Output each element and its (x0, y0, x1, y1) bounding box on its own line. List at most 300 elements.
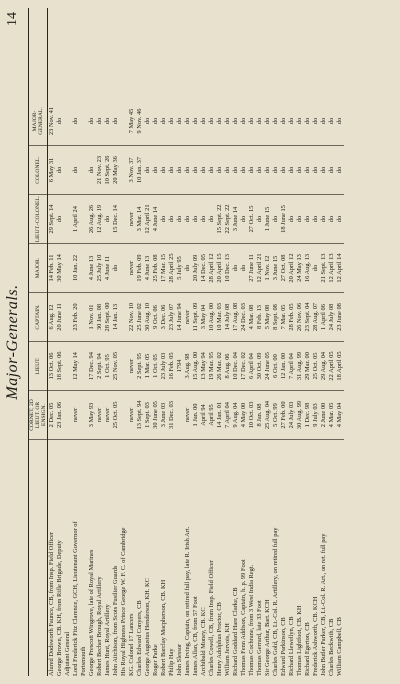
date-cell: do (320, 146, 328, 195)
date-cell: do (144, 146, 152, 195)
date-cell: 16 Feb. 05 (168, 342, 176, 391)
table-row (240, 8, 248, 676)
date-cell: 24 May 13 (296, 244, 304, 293)
date-cell: 25 Feb. 08 (152, 244, 160, 293)
table-row (112, 8, 120, 676)
table-row (144, 8, 152, 676)
date-cell: 4 June 14 (152, 195, 160, 244)
date-cell: 26 Mar. 02 (216, 342, 224, 391)
officer-name: Alured Dodsworth Faunce, CB, from Insp. Field Officer (48, 531, 55, 676)
date-cell: do (240, 244, 248, 293)
date-cell: 23 July 07 (168, 293, 176, 342)
date-cell: never (72, 391, 80, 440)
date-cell: 3 Nov. 37 (128, 146, 136, 195)
date-cell: 24 July 08 (328, 293, 336, 342)
date-cell: 3 Dec. 06 (160, 293, 168, 342)
date-cell: 8 Aug. 06 (224, 342, 232, 391)
date-cell: 17 Dec. 94 (88, 342, 96, 391)
date-cell: 10 Dec. 04 (232, 342, 240, 391)
date-cell: do (312, 244, 320, 293)
date-cell (120, 244, 128, 293)
table-row (280, 8, 288, 676)
date-cell: 28 Sept. 00 (104, 293, 112, 342)
date-cell: do (304, 146, 312, 195)
table-row (288, 8, 296, 676)
date-cell: 1 April 06 (320, 293, 328, 342)
date-cell (80, 342, 88, 391)
date-cell: do (208, 97, 216, 146)
table-row (160, 8, 168, 676)
date-cell: 9 Aug. 04 (232, 391, 240, 440)
table-row (232, 8, 240, 676)
date-cell: 25 Oct. 05 (312, 342, 320, 391)
date-cell: do (320, 97, 328, 146)
date-cell: 2 Dec. 05 (48, 391, 56, 440)
date-cell: 31 Dec. 03 (168, 391, 176, 440)
date-cell: do (72, 97, 80, 146)
date-cell: 3 June 03 (160, 391, 168, 440)
date-cell: 19 Mar. 95 (208, 342, 216, 391)
date-cell: 10 Jan. 22 (72, 244, 80, 293)
date-cell: 25 June 02 (136, 293, 144, 342)
date-cell: do (328, 97, 336, 146)
date-cell: 1 Oct. 95 (104, 342, 112, 391)
date-cell: do (336, 97, 344, 146)
officer-name: Roger Parke (152, 644, 159, 676)
table-row (304, 8, 312, 676)
date-cell: do (104, 195, 112, 244)
date-cell: 25 Nov. 05 (112, 342, 120, 391)
date-cell: do (176, 146, 184, 195)
date-cell: do (304, 97, 312, 146)
date-cell: do (88, 97, 96, 146)
officer-name: John Aitchison, from Scots Fusilier Guards (112, 565, 119, 676)
date-cell: 2 Sept. 95 (136, 342, 144, 391)
date-cell (120, 195, 128, 244)
header-colonel: COLONEL. (29, 146, 47, 195)
date-cell: 14 Feb. 11 (48, 244, 56, 293)
table-row (136, 8, 144, 676)
header-cornet: CORNET, 2D LIEUT. OR ENSIGN. (29, 391, 47, 440)
date-cell: do (240, 146, 248, 195)
date-cell: 9 Oct. 06 (152, 293, 160, 342)
date-cell: do (224, 97, 232, 146)
date-cell: 3 Mar. 14 (136, 195, 144, 244)
date-cell: 1 Nov. 01 (88, 293, 96, 342)
date-cell: 12 April 21 (256, 244, 264, 293)
date-cell: do (96, 97, 104, 146)
date-cell: never (128, 391, 136, 440)
date-cell: do (336, 146, 344, 195)
header-major: MAJOR. (29, 244, 47, 293)
officer-name: James Allan, CB, from 57 Foot (192, 596, 199, 676)
date-cell: 4 Mar. 08 (248, 293, 256, 342)
date-cell (80, 146, 88, 195)
date-cell: do (176, 195, 184, 244)
date-cell: do (168, 195, 176, 244)
date-cell (64, 293, 72, 342)
date-cell: 25 Oct. 05 (112, 391, 120, 440)
date-cell: 21 Nov. 23 (96, 146, 104, 195)
date-cell: 10 Jan. 37 (136, 146, 144, 195)
date-cell: 14 July 08 (224, 293, 232, 342)
date-cell: never (128, 342, 136, 391)
officer-name: Charles Edward Conyers, CB (136, 600, 143, 676)
date-cell: do (312, 97, 320, 146)
date-cell: 1794 (176, 342, 184, 391)
date-cell: 30 May 14 (56, 244, 64, 293)
date-cell: do (224, 146, 232, 195)
date-cell: do (184, 195, 192, 244)
date-cell: do (320, 195, 328, 244)
date-cell: 1 Nov. 12 (264, 244, 272, 293)
date-cell: 4 May 04 (336, 391, 344, 440)
date-cell (80, 244, 88, 293)
table-row (176, 8, 184, 676)
date-cell (176, 391, 184, 440)
date-cell: 30 Aug. 10 (144, 293, 152, 342)
date-cell: do (240, 97, 248, 146)
officer-name: Robert Becher Brough, Royal Artillery (96, 576, 103, 676)
date-cell: 3 June 15 (272, 244, 280, 293)
date-cell: 26 Nov. 06 (296, 293, 304, 342)
officer-name: Richard Goddard Hare Clarke, CB (232, 587, 239, 676)
date-cell: never (184, 391, 192, 440)
date-cell: do (288, 195, 296, 244)
header-name (29, 440, 47, 676)
date-cell: do (256, 97, 264, 146)
date-cell: 20 June 11 (56, 293, 64, 342)
officer-name: William Jervois, KH (224, 623, 231, 676)
date-cell: 1 Dec. 98 (304, 391, 312, 440)
table-header (29, 8, 48, 676)
date-cell: 4 June 11 (104, 244, 112, 293)
officer-name: Lord Frederick Fitz Clarence, GCH, Lieutenant Governor of (72, 521, 79, 676)
date-cell (64, 244, 72, 293)
date-cell: 7 Mar. 05 (280, 293, 288, 342)
date-cell: 4 June 13 (144, 244, 152, 293)
table-row (56, 8, 64, 676)
date-cell: do (256, 195, 264, 244)
date-cell: 19 Feb. 09 (136, 244, 144, 293)
date-cell: do (240, 195, 248, 244)
officer-name: John Butler Parker, CB, Lt.-Col. R. Art., on ret. full pay (320, 533, 327, 676)
date-cell: 18 Sept. 06 (56, 342, 64, 391)
date-cell: 1 June 15 (264, 195, 272, 244)
table-row (168, 8, 176, 676)
date-cell: 27 Oct. 15 (248, 195, 256, 244)
date-cell: do (232, 146, 240, 195)
date-cell: do (104, 97, 112, 146)
date-cell: do (192, 97, 200, 146)
table-row (72, 8, 80, 676)
date-cell: do (88, 146, 96, 195)
officer-name: Thomas Gerrard, late 33 Foot (256, 600, 263, 676)
table-row (328, 8, 336, 676)
date-cell: 23 Nov. 41 (48, 97, 56, 146)
date-cell (120, 391, 128, 440)
date-cell: 30 Aug. 99 (296, 391, 304, 440)
date-cell: do (296, 97, 304, 146)
officer-name: Robert Barclay Macpherson, CB. KH (160, 579, 167, 676)
date-cell: 3 May 93 (88, 391, 96, 440)
date-cell: do (280, 146, 288, 195)
officer-name: Charles Cowell, CB, from Insp. Field Officer (208, 560, 215, 676)
date-cell: do (280, 97, 288, 146)
date-cell: 23 Jan. 06 (56, 391, 64, 440)
date-cell (80, 195, 88, 244)
date-cell: 24 June 05 (264, 342, 272, 391)
date-cell: 12 Jan. 00 (280, 342, 288, 391)
date-cell: 14 Jan. 13 (112, 293, 120, 342)
table-row (320, 8, 328, 676)
date-cell: 28 Feb. 05 (288, 293, 296, 342)
date-cell: do (112, 97, 120, 146)
date-cell: do (272, 146, 280, 195)
header-lieut: LIEUT. (29, 342, 47, 391)
table-row (336, 8, 344, 676)
date-cell (64, 195, 72, 244)
date-cell: do (208, 195, 216, 244)
date-cell: 5 May 08 (264, 293, 272, 342)
date-cell: 13 May 94 (200, 342, 208, 391)
date-cell: 10 Sept. 26 (104, 146, 112, 195)
date-cell: 12 Aug. 19 (96, 195, 104, 244)
date-cell: 20 April 12 (288, 244, 296, 293)
date-cell: do (232, 97, 240, 146)
officer-table (28, 8, 344, 676)
date-cell: 1 April 24 (72, 195, 80, 244)
date-cell (80, 391, 88, 440)
date-cell: 15 Aug. 00 (192, 342, 200, 391)
date-cell: do (160, 146, 168, 195)
table-row (200, 8, 208, 676)
date-cell: do (296, 195, 304, 244)
date-cell (80, 293, 88, 342)
date-cell: 1 Sept. 03 (144, 391, 152, 440)
date-cell: 28 April 25 (168, 244, 176, 293)
table-row (184, 8, 192, 676)
officer-name: Richard Llewellyn, CB (288, 616, 295, 676)
date-cell: 27 Oct. 08 (280, 244, 288, 293)
table-row (216, 8, 224, 676)
date-cell: 25 July 10 (96, 244, 104, 293)
date-cell: do (272, 97, 280, 146)
date-cell: 10 Aug. 00 (208, 293, 216, 342)
date-cell: 23 June 08 (336, 293, 344, 342)
date-cell: 4 May 00 (240, 391, 248, 440)
table-row (152, 8, 160, 676)
date-cell: 24 July 03 (288, 391, 296, 440)
date-cell: do (184, 244, 192, 293)
date-cell: do (256, 146, 264, 195)
date-cell: 3 May 04 (200, 293, 208, 342)
date-cell: 9 July 03 (312, 391, 320, 440)
date-cell: 29 Mar. 00 (304, 342, 312, 391)
date-cell: do (248, 97, 256, 146)
officer-name: James Hunt, Royal Artillery (104, 604, 111, 676)
header-major-general: MAJOR-GENERAL. (29, 97, 47, 146)
date-cell: 23 Sept. 04 (304, 293, 312, 342)
running-header (4, 8, 24, 676)
date-cell: never (128, 195, 136, 244)
officer-name: James Irving, Captain, on retired full pay, late R. Irish Art. (184, 526, 191, 676)
table-row (224, 8, 232, 676)
date-cell: 6 May 31 (48, 146, 56, 195)
date-cell: 1 Jan. 00 (192, 391, 200, 440)
officer-name: George Brown, CB. KH, from Rifle Brigade, Deputy (56, 540, 63, 676)
officer-name: Thomas Fenn Addison, Captain, h. p. 99 Foot (240, 559, 247, 676)
date-cell: 14 Jan. 01 (216, 391, 224, 440)
table-row (264, 8, 272, 676)
date-cell: do (264, 97, 272, 146)
table-row (272, 8, 280, 676)
table-row (88, 8, 96, 676)
date-cell: 4 Mar. 05 (328, 391, 336, 440)
date-cell: do (200, 146, 208, 195)
date-cell: 2 Sept. 94 (96, 342, 104, 391)
date-cell: 26 Aug. 26 (88, 195, 96, 244)
officer-name: George Prescott Wingrove, late of Royal Marines (88, 549, 95, 676)
date-cell: 1 Oct. 05 (152, 342, 160, 391)
date-cell: do (152, 146, 160, 195)
date-cell: 24 Dec. 03 (240, 293, 248, 342)
date-cell: do (328, 195, 336, 244)
date-cell: 5 July 95 (176, 244, 184, 293)
date-cell: 14 Dec. 05 (200, 244, 208, 293)
date-cell: 1 Mar. 05 (144, 342, 152, 391)
date-cell: do (56, 146, 64, 195)
date-cell: 18 June 15 (280, 195, 288, 244)
date-cell: 20 July 09 (192, 244, 200, 293)
date-cell (120, 146, 128, 195)
date-cell: 29 Aug. 04 (320, 342, 328, 391)
officer-name: KG. Colonel 17 Lancers (128, 613, 135, 676)
date-cell (64, 146, 72, 195)
table-row (80, 8, 88, 676)
date-cell: 18 April 05 (336, 342, 344, 391)
date-cell: 27 Feb. 00 (280, 391, 288, 440)
date-cell: do (112, 244, 120, 293)
table-row (48, 8, 56, 676)
date-cell: do (168, 97, 176, 146)
date-cell: do (56, 195, 64, 244)
date-cell: 28 April 12 (208, 244, 216, 293)
date-cell: 10 Dec. 13 (224, 244, 232, 293)
date-cell: do (160, 195, 168, 244)
date-cell: 3 Aug. 98 (184, 342, 192, 391)
date-cell: never (184, 293, 192, 342)
date-cell: 23 July 03 (160, 342, 168, 391)
date-cell: 11 Sept. 09 (192, 293, 200, 342)
date-cell: do (176, 97, 184, 146)
table-body (48, 8, 344, 676)
date-cell: do (232, 244, 240, 293)
date-cell: 30 Jan. 08 (96, 293, 104, 342)
table-row (208, 8, 216, 676)
date-cell: do (192, 146, 200, 195)
officer-name: Frederick Ashworth, CB. KCH (312, 596, 319, 676)
date-cell: 27 June 11 (248, 244, 256, 293)
date-cell (64, 391, 72, 440)
date-cell (80, 97, 88, 146)
officer-name: Archibald Money, CB. KC (200, 607, 207, 676)
officer-name: Thomas Lightfoot, CB. KH (296, 605, 303, 676)
date-cell: 28 Aug. 07 (312, 293, 320, 342)
date-cell: 23 Feb. 20 (72, 293, 80, 342)
date-cell: April 95 (208, 391, 216, 440)
date-cell: 8 Feb. 13 (256, 293, 264, 342)
table-row (192, 8, 200, 676)
date-cell: April 94 (200, 391, 208, 440)
officer-name: Henry Adolphus Proctor, CB (216, 602, 223, 676)
date-cell: 30 Oct. 09 (256, 342, 264, 391)
date-cell: never (96, 391, 104, 440)
date-cell: do (168, 146, 176, 195)
date-cell: do (200, 195, 208, 244)
table-row (64, 8, 72, 676)
table-row (256, 8, 264, 676)
date-cell: 20 April 15 (216, 244, 224, 293)
date-cell: 13 Oct. 06 (48, 342, 56, 391)
date-cell: 17 Mar. 15 (160, 244, 168, 293)
date-cell: 2 June 00 (320, 391, 328, 440)
table-row (104, 8, 112, 676)
date-cell: do (152, 97, 160, 146)
date-cell: do (208, 146, 216, 195)
date-cell: do (328, 146, 336, 195)
date-cell: 30 June 05 (152, 391, 160, 440)
date-cell: do (264, 146, 272, 195)
table-row (248, 8, 256, 676)
date-cell: 20 May 36 (112, 146, 120, 195)
date-cell: 25 Aug. 04 (264, 391, 272, 440)
date-cell: 17 Aug. 08 (232, 293, 240, 342)
date-cell: 10 Oct. 03 (248, 391, 256, 440)
date-cell: 17 Dec. 02 (240, 342, 248, 391)
officer-name: Thomas Cochrane, from 3 West India Regt. (248, 564, 255, 676)
date-cell: 22 Nov. 10 (128, 293, 136, 342)
date-cell: do (192, 195, 200, 244)
date-cell: 15 Sept. 22 (216, 195, 224, 244)
header-captain: CAPTAIN. (29, 293, 47, 342)
date-cell (120, 293, 128, 342)
date-cell: never (128, 244, 136, 293)
date-cell: 7 April 04 (224, 391, 232, 440)
date-cell: do (216, 97, 224, 146)
table-row (120, 8, 128, 676)
date-cell: do (72, 146, 80, 195)
date-cell: 4 June 13 (88, 244, 96, 293)
officer-name: Sir George Arthur, Bart. KCH (264, 599, 271, 676)
date-cell: do (216, 146, 224, 195)
date-cell: 6 Oct. 00 (272, 342, 280, 391)
date-cell: 22 Sept. 22 (224, 195, 232, 244)
officer-name: William Campbell, CB (336, 617, 343, 676)
date-cell: 31 Aug. 99 (296, 342, 304, 391)
table-row (128, 8, 136, 676)
date-cell: 12 May 14 (72, 342, 80, 391)
date-cell: do (272, 195, 280, 244)
date-cell: 10 Mar. 03 (216, 293, 224, 342)
date-cell: do (248, 146, 256, 195)
date-cell (120, 97, 128, 146)
date-cell: 5 Oct. 99 (272, 391, 280, 440)
officer-name: Edward Parkinson, CB (280, 617, 287, 676)
date-cell: 13 Sept. 94 (136, 391, 144, 440)
date-cell: do (184, 146, 192, 195)
date-cell: 29 Sept. 14 (48, 195, 56, 244)
